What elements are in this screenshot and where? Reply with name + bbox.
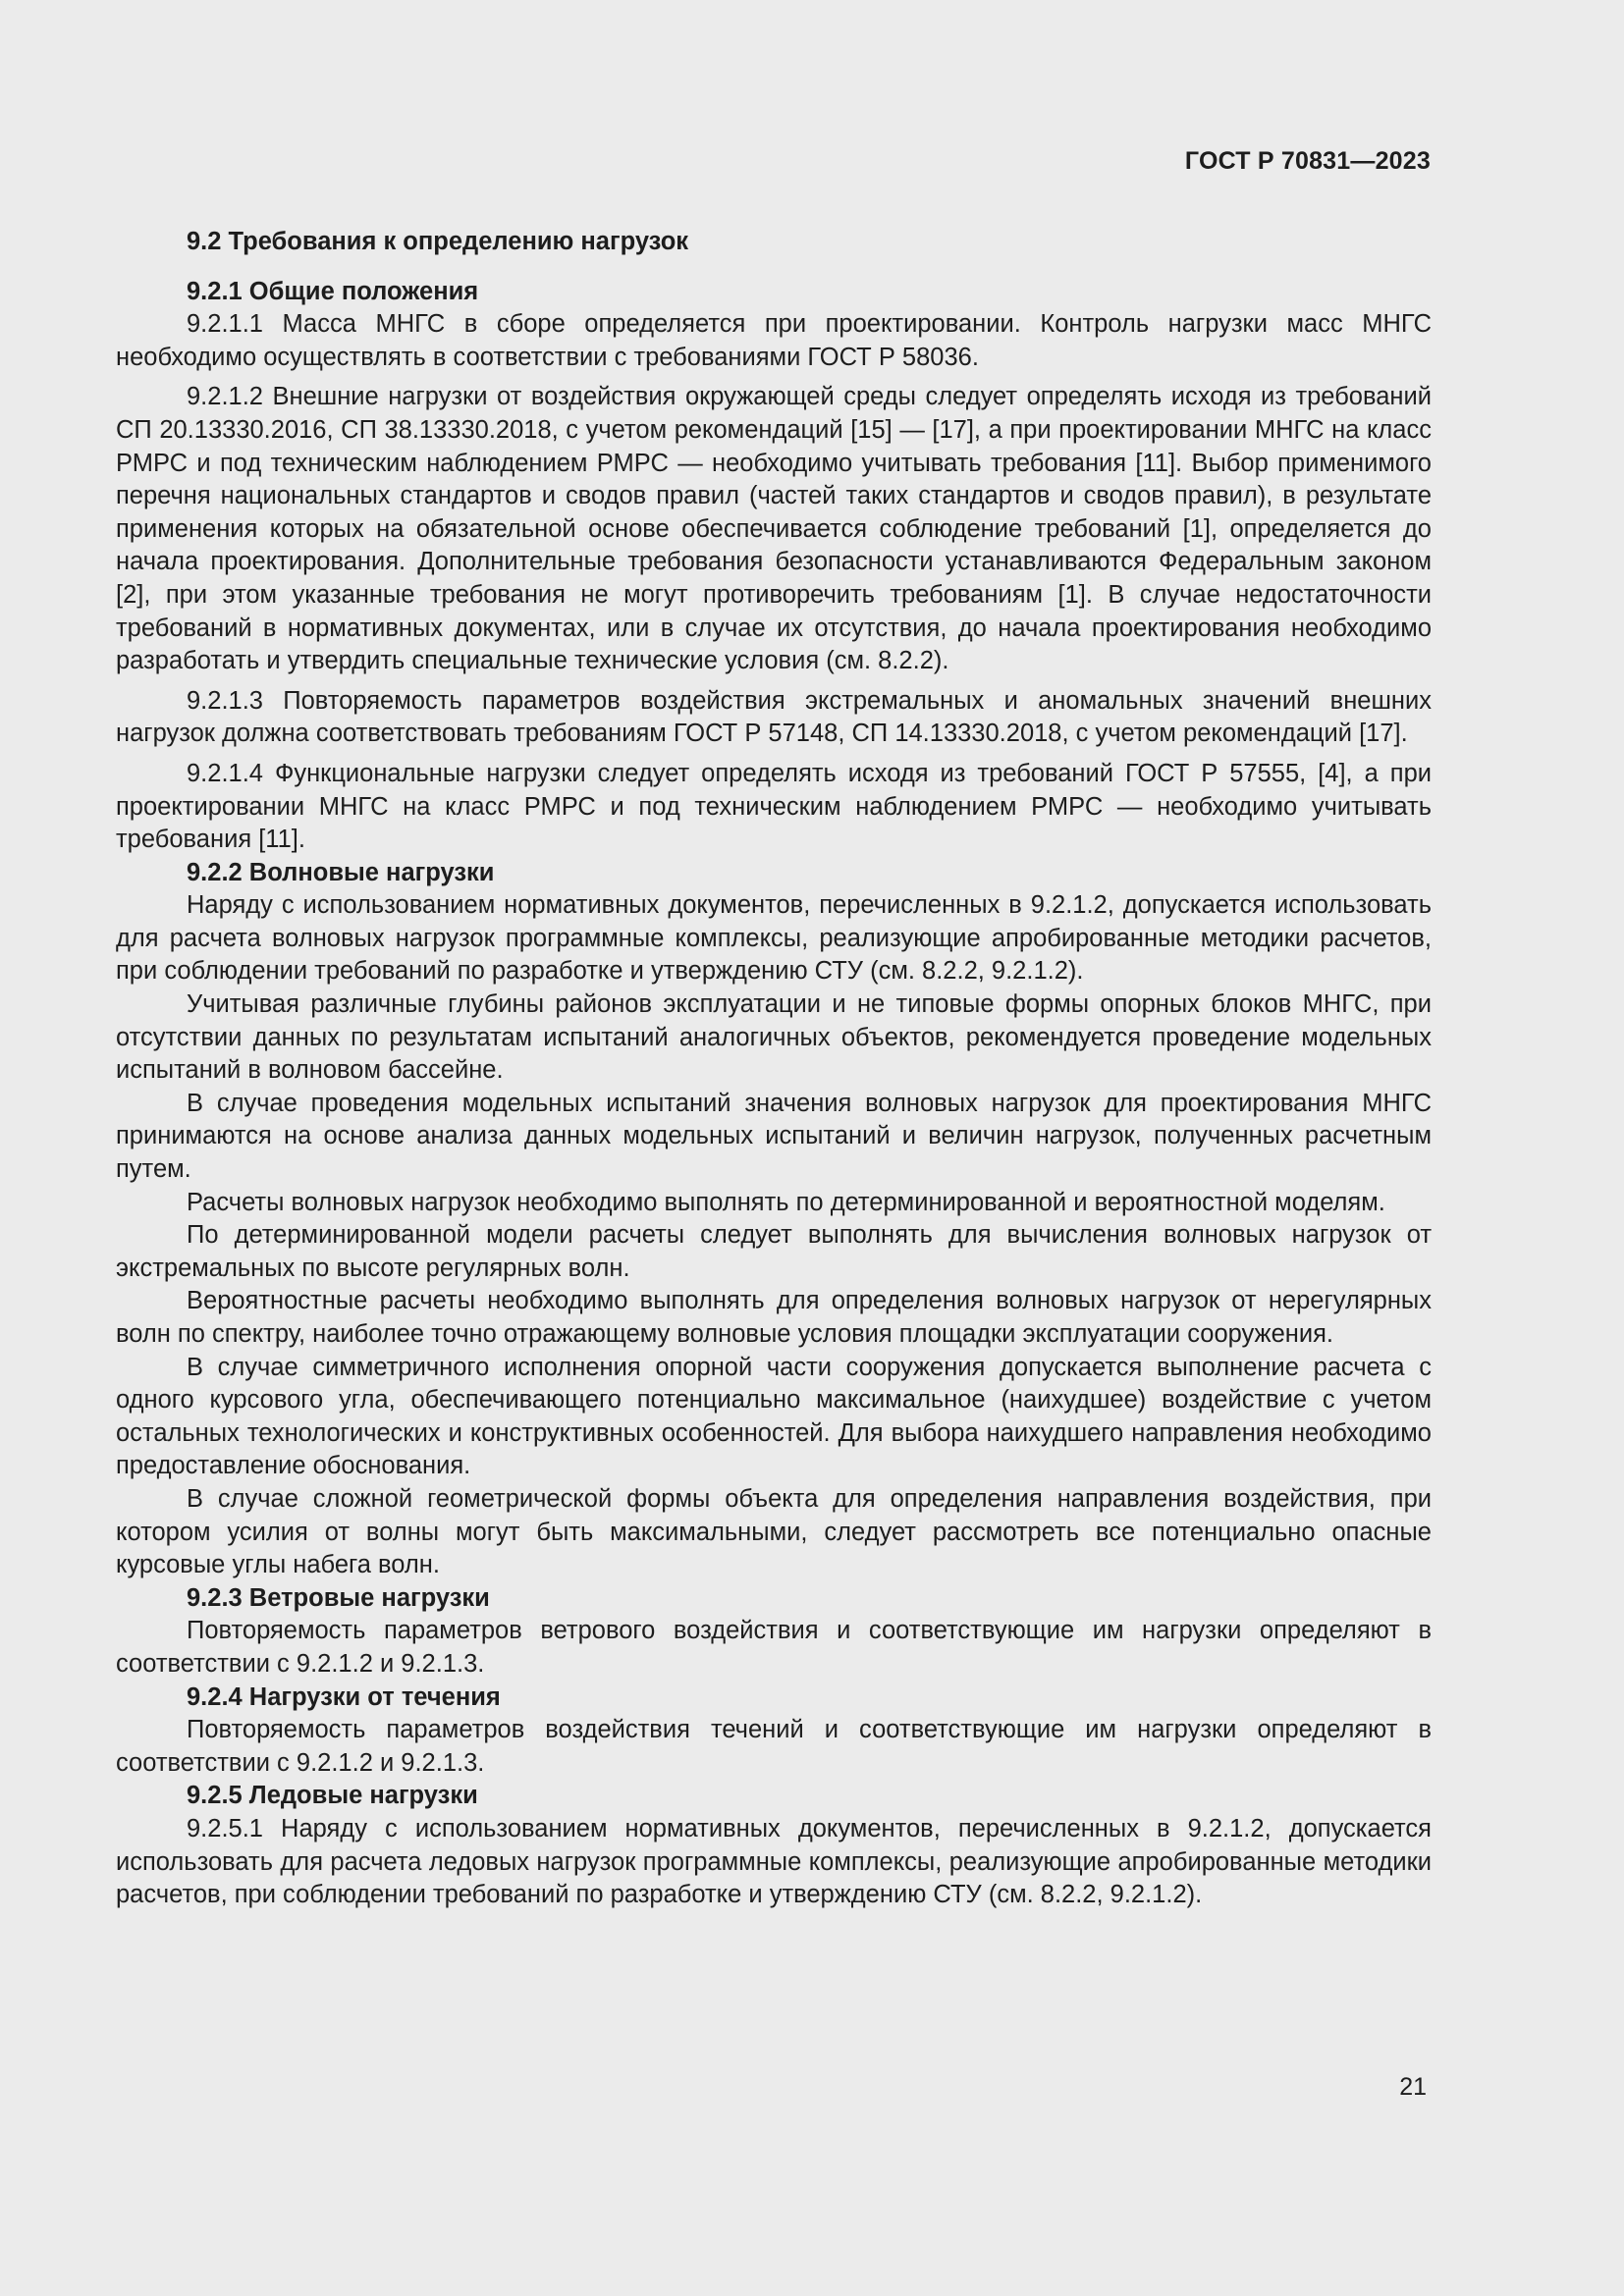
section-heading-9-2-4: 9.2.4 Нагрузки от течения: [187, 1682, 501, 1711]
section-heading-9-2-5: 9.2.5 Ледовые нагрузки: [187, 1782, 478, 1810]
paragraph-9-2-1-4: 9.2.1.4 Функциональные нагрузки следует определять исходя из требований ГОСТ Р 57555, [4], а при проектировании МНГС на класс РМРС и под техническим наблюдением РМРС — необходимо учитывать требования [11].: [116, 759, 1432, 854]
paragraph: Наряду с использованием нормативных документов, перечисленных в 9.2.1.2, допускается использовать для расчета волновых нагрузок программные комплексы, реализующие апробированные методики расчетов, при соблюдении требований по разработке и утверждению СТУ (см. 8.2.2, 9.2.1.2).: [116, 891, 1432, 986]
document-body: [116, 226, 1432, 1912]
paragraph: Повторяемость параметров воздействия течений и соответствующие им нагрузки определяют в соответствии с 9.2.1.2 и 9.2.1.3.: [116, 1716, 1432, 1777]
paragraph: Повторяемость параметров ветрового воздействия и соответствующие им нагрузки определяют в соответствии с 9.2.1.2 и 9.2.1.3.: [116, 1617, 1432, 1678]
section-heading-9-2: 9.2 Требования к определению нагрузок: [187, 228, 689, 255]
paragraph: Расчеты волновых нагрузок необходимо выполнять по детерминированной и вероятностной моделям.: [187, 1188, 1385, 1216]
document-code-header: ГОСТ Р 70831—2023: [1184, 147, 1431, 175]
paragraph: По детерминированной модели расчеты следует выполнять для вычисления волновых нагрузок от экстремальных по высоте регулярных волн.: [116, 1221, 1432, 1282]
section-heading-9-2-3: 9.2.3 Ветровые нагрузки: [187, 1583, 490, 1612]
paragraph: В случае проведения модельных испытаний значения волновых нагрузок для проектирования МНГС принимаются на основе анализа данных модельных испытаний и величин нагрузок, полученных расчетным путем.: [116, 1089, 1432, 1184]
paragraph-9-2-1-3: 9.2.1.3 Повторяемость параметров воздействия экстремальных и аномальных значений внешних нагрузок должна соответствовать требованиям ГОСТ Р 57148, СП 14.13330.2018, с учетом рекомендаций [17].: [116, 686, 1432, 748]
section-heading-9-2-1: 9.2.1 Общие положения: [187, 277, 479, 305]
paragraph: Учитывая различные глубины районов эксплуатации и не типовые формы опорных блоков МНГС, при отсутствии данных по результатам испытаний аналогичных объектов, рекомендуется проведение модельных испытаний в волновом бассейне.: [116, 990, 1432, 1085]
paragraph-9-2-1-1: 9.2.1.1 Масса МНГС в сборе определяется при проектировании. Контроль нагрузки масс МНГС необходимо осуществлять в соответствии с требованиями ГОСТ Р 58036.: [116, 310, 1432, 371]
page-number: 21: [1399, 2073, 1427, 2101]
paragraph: В случае симметричного исполнения опорной части сооружения допускается выполнение расчета с одного курсового угла, обеспечивающего потенциально максимальное (наихудшее) воздействие с учетом остальных технологических и конструктивных особенностей. Для выбора наихудшего направления необходимо предоставление обоснования.: [116, 1353, 1432, 1480]
paragraph: Вероятностные расчеты необходимо выполнять для определения волновых нагрузок от нерегулярных волн по спектру, наиболее точно отражающему волновые условия площадки эксплуатации сооружения.: [116, 1287, 1432, 1348]
paragraph-9-2-1-2: 9.2.1.2 Внешние нагрузки от воздействия окружающей среды следует определять исходя из требований СП 20.13330.2016, СП 38.13330.2018, с учетом рекомендаций [15] — [17], а при проектировании МНГС на класс РМРС и под техническим наблюдением РМРС — необходимо учитывать требования [11]. Выбор применимого перечня национальных стандартов и сводов правил (частей таких стандартов и сводов правил), в результате применения которых на обязательной основе обеспечивается соблюдение требований [1], определяется до начала проектирования. Дополнительные требования безопасности устанавливаются Федеральным законом [2], при этом указанные требования не могут противоречить требованиям [1]. В случае недостаточности требований в нормативных документах, или в случае их отсутствия, до начала проектирования необходимо разработать и утвердить специальные технические условия (см. 8.2.2).: [116, 383, 1432, 675]
paragraph-9-2-5-1: 9.2.5.1 Наряду с использованием нормативных документов, перечисленных в 9.2.1.2, допускается использовать для расчета ледовых нагрузок программные комплексы, реализующие апробированные методики расчетов, при соблюдении требований по разработке и утверждению СТУ (см. 8.2.2, 9.2.1.2).: [116, 1814, 1432, 1909]
section-heading-9-2-2: 9.2.2 Волновые нагрузки: [187, 858, 495, 886]
paragraph: В случае сложной геометрической формы объекта для определения направления воздействия, при котором усилия от волны могут быть максимальными, следует рассмотреть все потенциально опасные курсовые углы набега волн.: [116, 1484, 1432, 1579]
